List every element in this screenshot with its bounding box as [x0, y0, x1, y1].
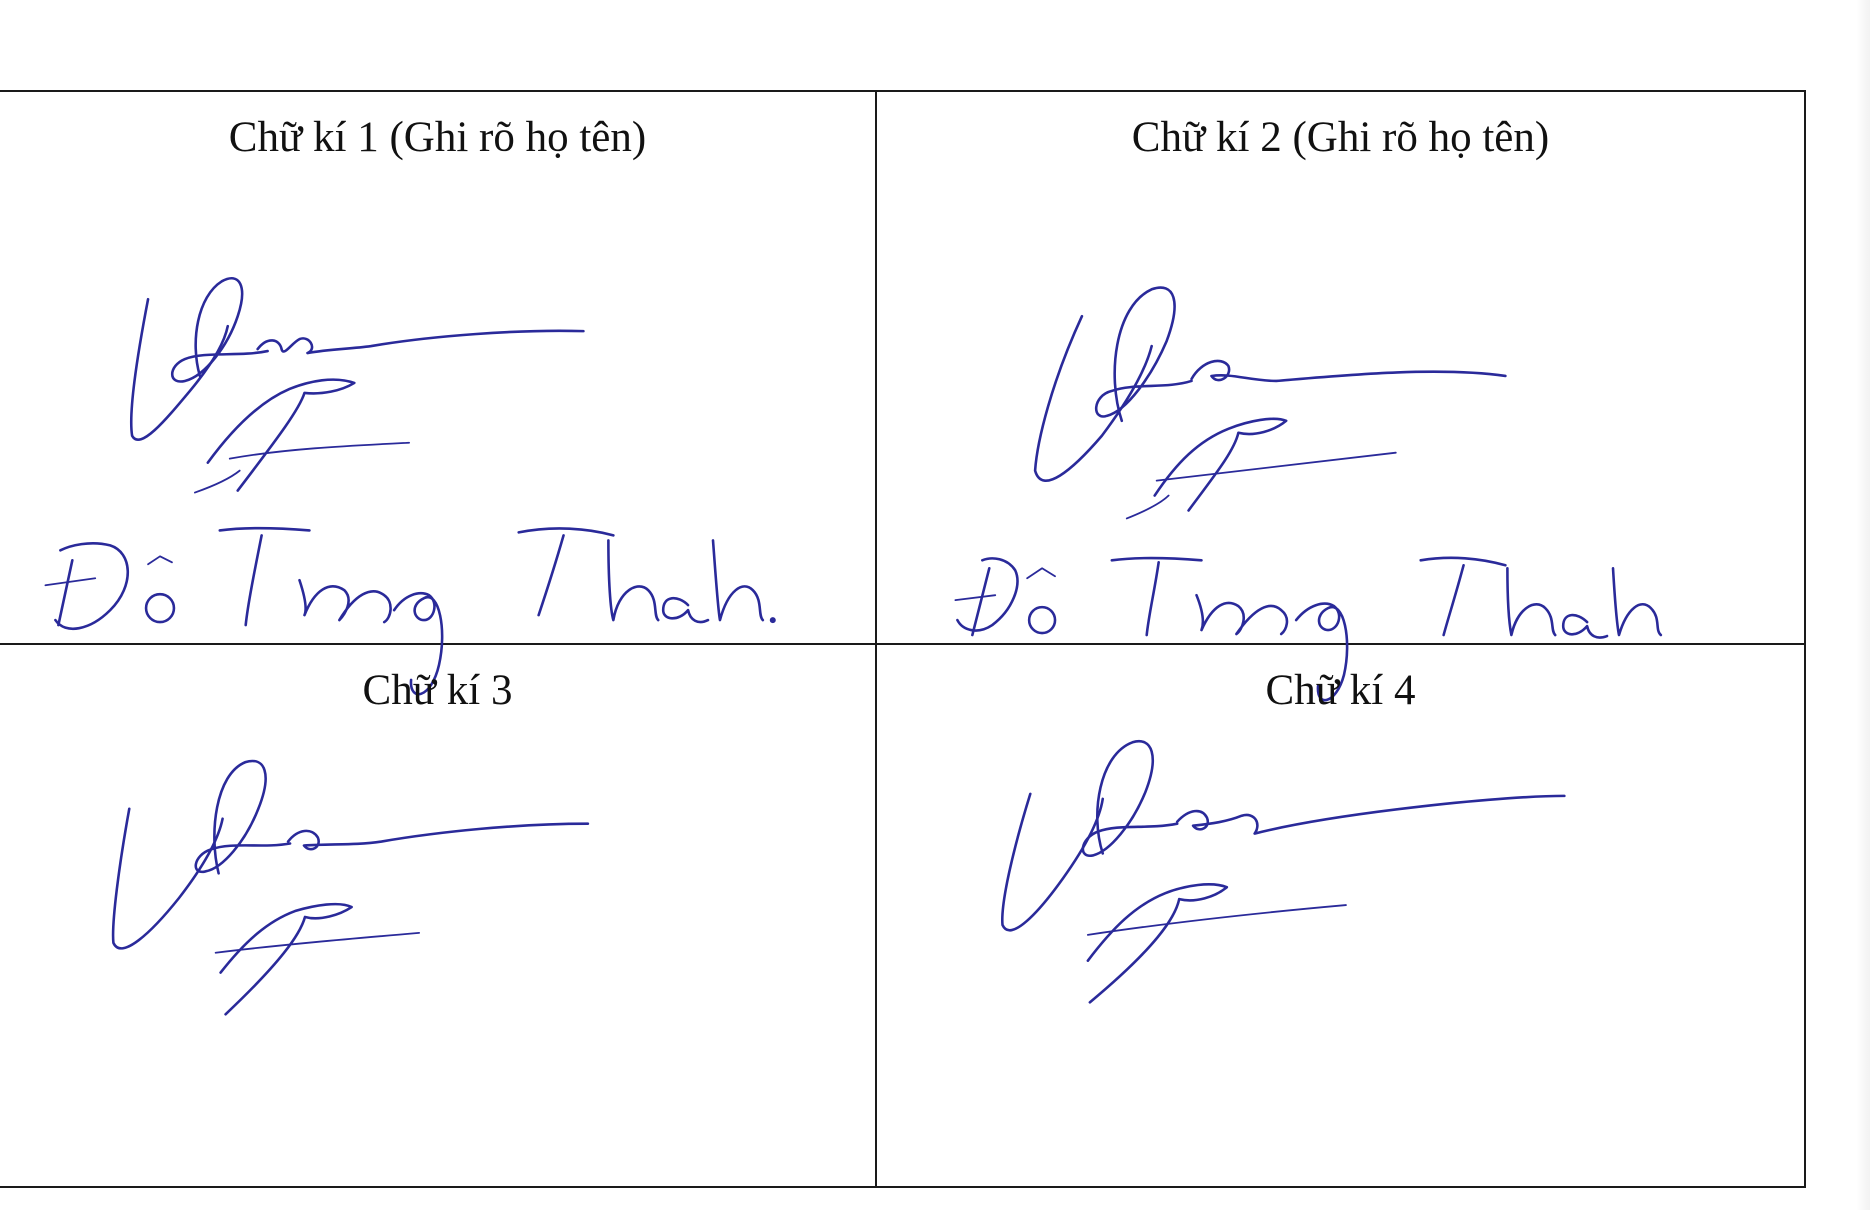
signature-3-label: Chữ kí 3 [362, 667, 513, 714]
signature-2-label: Chữ kí 2 (Ghi rõ họ tên) [1131, 114, 1550, 161]
signature-3-mark [113, 761, 588, 1014]
signature-1-label: Chữ kí 1 (Ghi rõ họ tên) [228, 114, 647, 161]
signature-cell-4 [877, 645, 1804, 1186]
signature-4-label: Chữ kí 4 [1265, 667, 1416, 714]
signature-cell-2 [877, 92, 1804, 645]
signature-cell-3 [0, 645, 877, 1186]
signature-table [0, 90, 1806, 1188]
signature-2-drawing [877, 92, 1804, 643]
signature-cell-1 [0, 92, 877, 645]
signature-3-drawing [0, 645, 875, 1186]
signature-2-mark [1035, 288, 1505, 519]
scan-edge-shadow [1856, 0, 1870, 1210]
signature-4-mark [1002, 741, 1564, 1002]
signature-1-drawing [0, 92, 875, 643]
signature-4-drawing [877, 645, 1804, 1186]
signature-1-mark [131, 278, 583, 492]
